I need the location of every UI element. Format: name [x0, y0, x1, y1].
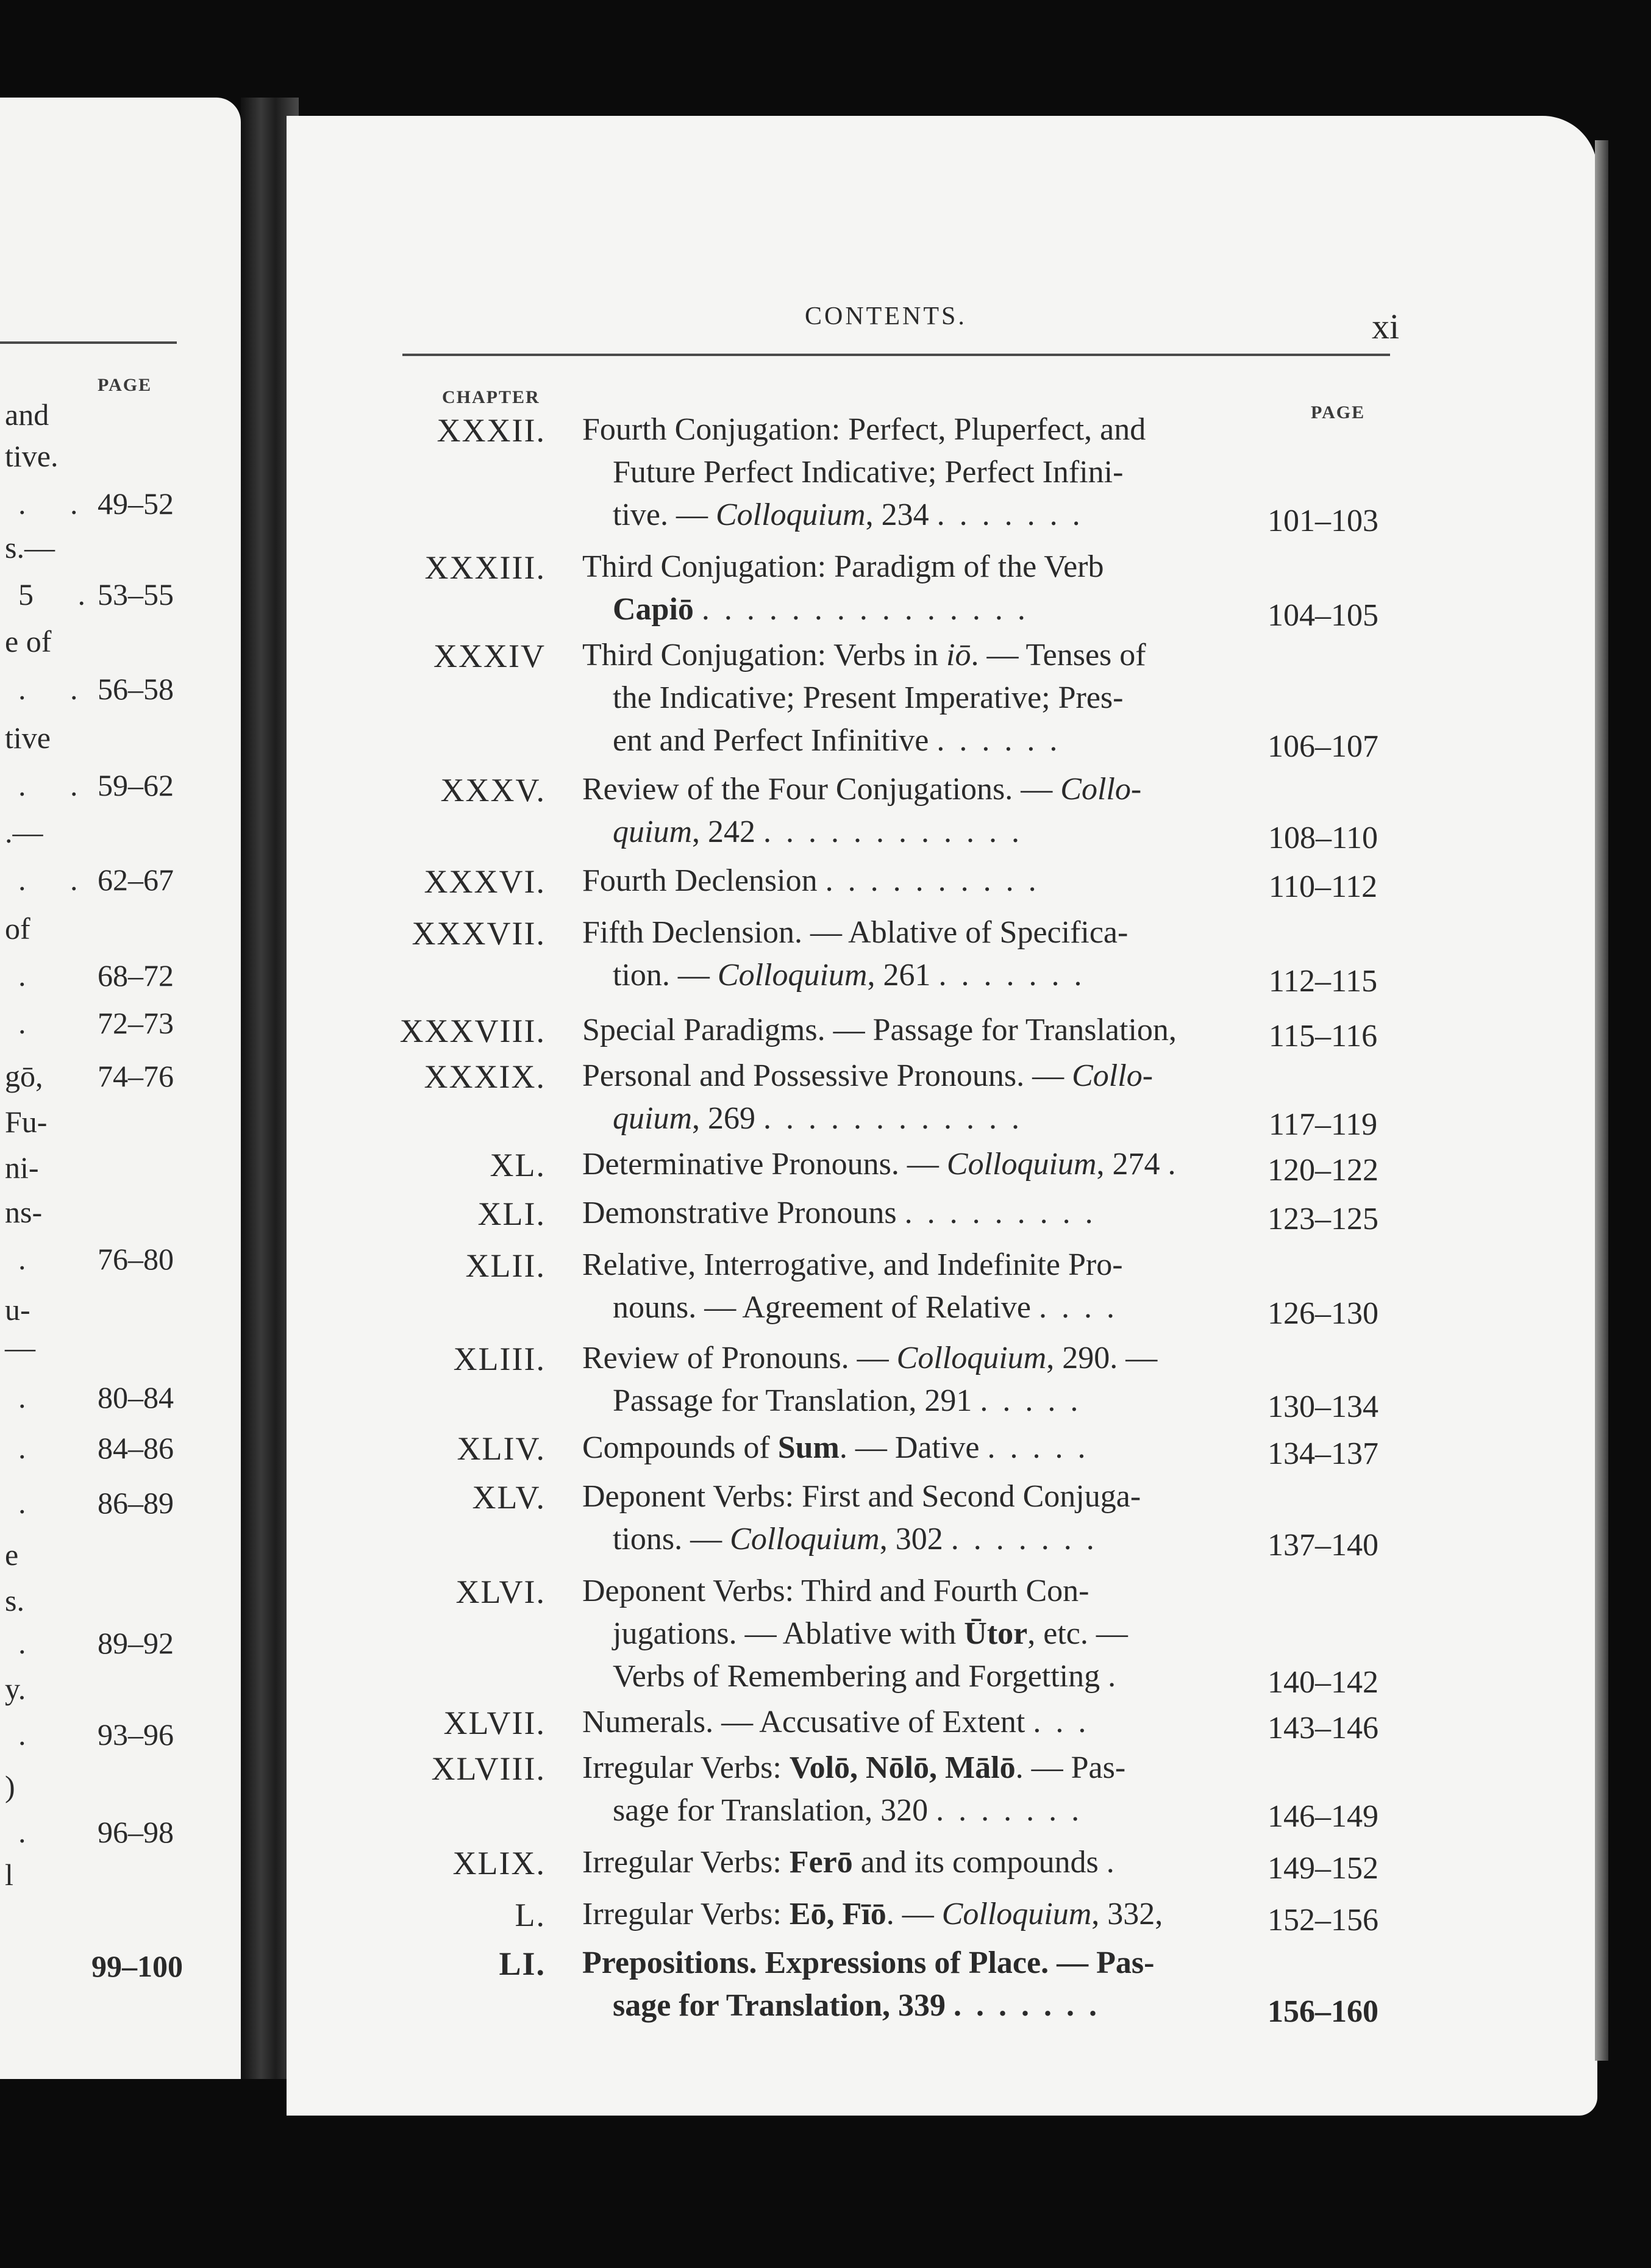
left-line-fragment: u- [5, 1293, 30, 1327]
chapter-title-line: Capiō ............... [613, 592, 1040, 627]
chapter-number: XLVI. [455, 1574, 546, 1610]
chapter-title-line: Deponent Verbs: First and Second Conjuga- [582, 1479, 1141, 1514]
left-line-fragment: tive [5, 721, 51, 755]
chapter-number: XLIX. [452, 1845, 546, 1881]
left-line-fragment: . [18, 958, 45, 993]
page-range: 143–146 [1268, 1711, 1378, 1746]
left-page-range: 68–72 [98, 958, 174, 993]
chapter-title-line: Irregular Verbs: Eō, Fīō. — Colloquium, 332, [582, 1897, 1163, 1931]
chapter-title-line: Special Paradigms. — Passage for Translation, [582, 1013, 1177, 1047]
left-line-fragment: . [18, 1380, 45, 1414]
left-page-column-label: PAGE [98, 375, 152, 395]
chapter-title-line: ent and Perfect Infinitive ...... [613, 723, 1072, 758]
chapter-title-line: Irregular Verbs: Volō, Nōlō, Mālō. — Pas- [582, 1750, 1126, 1785]
page-range: 108–110 [1268, 821, 1378, 855]
left-line-fragment: 5 . [18, 577, 104, 612]
chapter-number: XXXIX. [424, 1058, 546, 1095]
chapter-title-line: Determinative Pronouns. — Colloquium, 274 . [582, 1147, 1176, 1182]
header-rule [402, 354, 1390, 356]
left-page-range: 56–58 [98, 672, 174, 706]
left-line-fragment: s. [5, 1583, 24, 1617]
chapter-title-line: Personal and Possessive Pronouns. — Collo- [582, 1058, 1154, 1093]
chapter-number: XLVII. [443, 1705, 546, 1741]
chapter-title-line: Passage for Translation, 291 ..... [613, 1383, 1093, 1418]
page-range: 123–125 [1268, 1202, 1378, 1236]
left-page [0, 98, 241, 2079]
left-line-fragment: . . [18, 487, 96, 521]
chapter-title-line: Irregular Verbs: Ferō and its compounds . [582, 1845, 1114, 1880]
left-line-fragment: . [18, 1815, 45, 1849]
page-range: 130–134 [1268, 1389, 1378, 1424]
chapter-title-line: tive. — Colloquium, 234 ....... [613, 497, 1095, 532]
left-line-fragment: .— [5, 815, 43, 849]
chapter-title-line: Demonstrative Pronouns ......... [582, 1196, 1108, 1230]
left-line-fragment: . [18, 1431, 45, 1465]
left-line-fragment: and [5, 398, 49, 432]
left-line-fragment: . [18, 1717, 45, 1752]
folio-number: xi [1372, 307, 1400, 346]
left-line-fragment: e [5, 1538, 19, 1572]
page-range: 156–160 [1268, 1994, 1378, 2029]
chapter-title-line: quium, 269 ............ [613, 1101, 1034, 1136]
left-line-fragment: — [5, 1330, 35, 1364]
left-line-fragment: s.— [5, 530, 55, 565]
chapter-title-line: Compounds of Sum. — Dative ..... [582, 1430, 1100, 1465]
chapter-number: XXXVI. [424, 863, 546, 900]
left-page-range: 80–84 [98, 1380, 174, 1414]
left-line-fragment: . . [18, 863, 96, 897]
left-line-fragment: l [5, 1858, 13, 1892]
chapter-number: XLV. [472, 1479, 546, 1516]
chapter-number: XXXV. [440, 772, 546, 808]
page-range: 126–130 [1268, 1296, 1378, 1331]
left-line-fragment: . [18, 1626, 45, 1660]
page-column-label: PAGE [1311, 402, 1366, 423]
left-page-range: 72–73 [98, 1006, 174, 1040]
left-line-fragment: . . [18, 672, 96, 706]
left-page-range: 53–55 [98, 577, 174, 612]
chapter-title-line: Review of Pronouns. — Colloquium, 290. — [582, 1341, 1158, 1375]
page-range: 146–149 [1268, 1799, 1378, 1834]
running-title: CONTENTS. [805, 302, 967, 330]
left-line-fragment: gō, [5, 1059, 43, 1093]
left-line-fragment: ni- [5, 1150, 39, 1185]
left-line-fragment: of [5, 911, 30, 946]
page-range: 140–142 [1268, 1665, 1378, 1700]
page-range: 149–152 [1268, 1851, 1378, 1886]
left-line-fragment: y. [5, 1672, 26, 1706]
page-range: 152–156 [1268, 1903, 1378, 1938]
left-page-range: 86–89 [98, 1486, 174, 1520]
chapter-number: XLI. [477, 1196, 546, 1232]
chapter-number: XXXVII. [412, 915, 546, 952]
chapter-number: XXXIII. [424, 549, 546, 586]
page-range: 117–119 [1268, 1107, 1378, 1142]
page-range: 112–115 [1268, 964, 1378, 999]
chapter-title-line: quium, 242 ............ [613, 815, 1034, 849]
chapter-title-line: Fourth Conjugation: Perfect, Pluperfect, and [582, 412, 1146, 447]
chapter-number: XLIV. [457, 1430, 546, 1467]
left-page-range: 84–86 [98, 1431, 174, 1465]
chapter-number: XXXII. [437, 412, 546, 449]
left-page-range: 59–62 [98, 768, 174, 802]
left-line-fragment: . [18, 1006, 45, 1040]
chapter-title-line: Third Conjugation: Verbs in iō. — Tenses of [582, 638, 1146, 672]
chapter-number: XLIII. [453, 1341, 546, 1377]
page-range: 101–103 [1268, 504, 1378, 538]
chapter-number: XXXIV [433, 638, 546, 674]
chapter-title-line: Third Conjugation: Paradigm of the Verb [582, 549, 1104, 584]
left-line-fragment: ns- [5, 1195, 43, 1229]
left-line-fragment: ) [5, 1769, 15, 1803]
chapter-title-line: the Indicative; Present Imperative; Pres- [613, 680, 1124, 715]
chapter-number: XLII. [465, 1247, 546, 1284]
chapter-title-line: Fourth Declension .......... [582, 863, 1051, 898]
chapter-title-line: Verbs of Remembering and Forgetting . [613, 1659, 1116, 1694]
chapter-number: XXXVIII. [399, 1013, 546, 1049]
chapter-title-line: Deponent Verbs: Third and Fourth Con- [582, 1574, 1089, 1608]
chapter-title-line: nouns. — Agreement of Relative .... [613, 1290, 1129, 1325]
left-page-range: 99–100 [91, 1949, 183, 1983]
chapter-column-label: CHAPTER [442, 387, 540, 407]
left-page-range: 89–92 [98, 1626, 174, 1660]
left-line-fragment: e of [5, 624, 52, 658]
chapter-number: XL. [490, 1147, 546, 1183]
chapter-title-line: Fifth Declension. — Ablative of Specifica- [582, 915, 1129, 950]
page-range: 104–105 [1268, 598, 1378, 633]
left-page-range: 93–96 [98, 1717, 174, 1752]
chapter-title-line: Prepositions. Expressions of Place. — Pas- [582, 1945, 1155, 1980]
chapter-title-line: jugations. — Ablative with Ūtor, etc. — [613, 1616, 1128, 1651]
left-top-rule [0, 341, 177, 344]
left-page-range: 74–76 [98, 1059, 174, 1093]
left-page-range: 49–52 [98, 487, 174, 521]
chapter-title-line: sage for Translation, 339 ....... [613, 1988, 1112, 2023]
page-range: 106–107 [1268, 729, 1378, 764]
page-range: 137–140 [1268, 1528, 1378, 1563]
page-range: 110–112 [1268, 869, 1378, 904]
chapter-number: LI. [499, 1945, 546, 1982]
chapter-title-line: sage for Translation, 320 ....... [613, 1793, 1094, 1828]
chapter-number: XLVIII. [431, 1750, 546, 1787]
left-line-fragment: . . [18, 768, 96, 802]
chapter-number: L. [515, 1897, 546, 1933]
left-line-fragment: Fu- [5, 1105, 48, 1139]
left-line-fragment: . [18, 1486, 45, 1520]
left-page-range: 96–98 [98, 1815, 174, 1849]
page-range: 134–137 [1268, 1436, 1378, 1471]
chapter-title-line: Numerals. — Accusative of Extent ... [582, 1705, 1101, 1739]
page-range: 115–116 [1268, 1019, 1378, 1054]
chapter-title-line: tion. — Colloquium, 261 ....... [613, 958, 1097, 993]
left-line-fragment: tive. [5, 439, 59, 473]
left-page-range: 76–80 [98, 1242, 174, 1276]
chapter-title-line: Review of the Four Conjugations. — Collo- [582, 772, 1142, 807]
chapter-title-line: Relative, Interrogative, and Indefinite Pro- [582, 1247, 1123, 1282]
chapter-title-line: tions. — Colloquium, 302 ....... [613, 1522, 1109, 1557]
chapter-title-line: Future Perfect Indicative; Perfect Infini- [613, 455, 1124, 490]
left-line-fragment: . [18, 1242, 45, 1276]
left-page-range: 62–67 [98, 863, 174, 897]
page-range: 120–122 [1268, 1153, 1378, 1188]
